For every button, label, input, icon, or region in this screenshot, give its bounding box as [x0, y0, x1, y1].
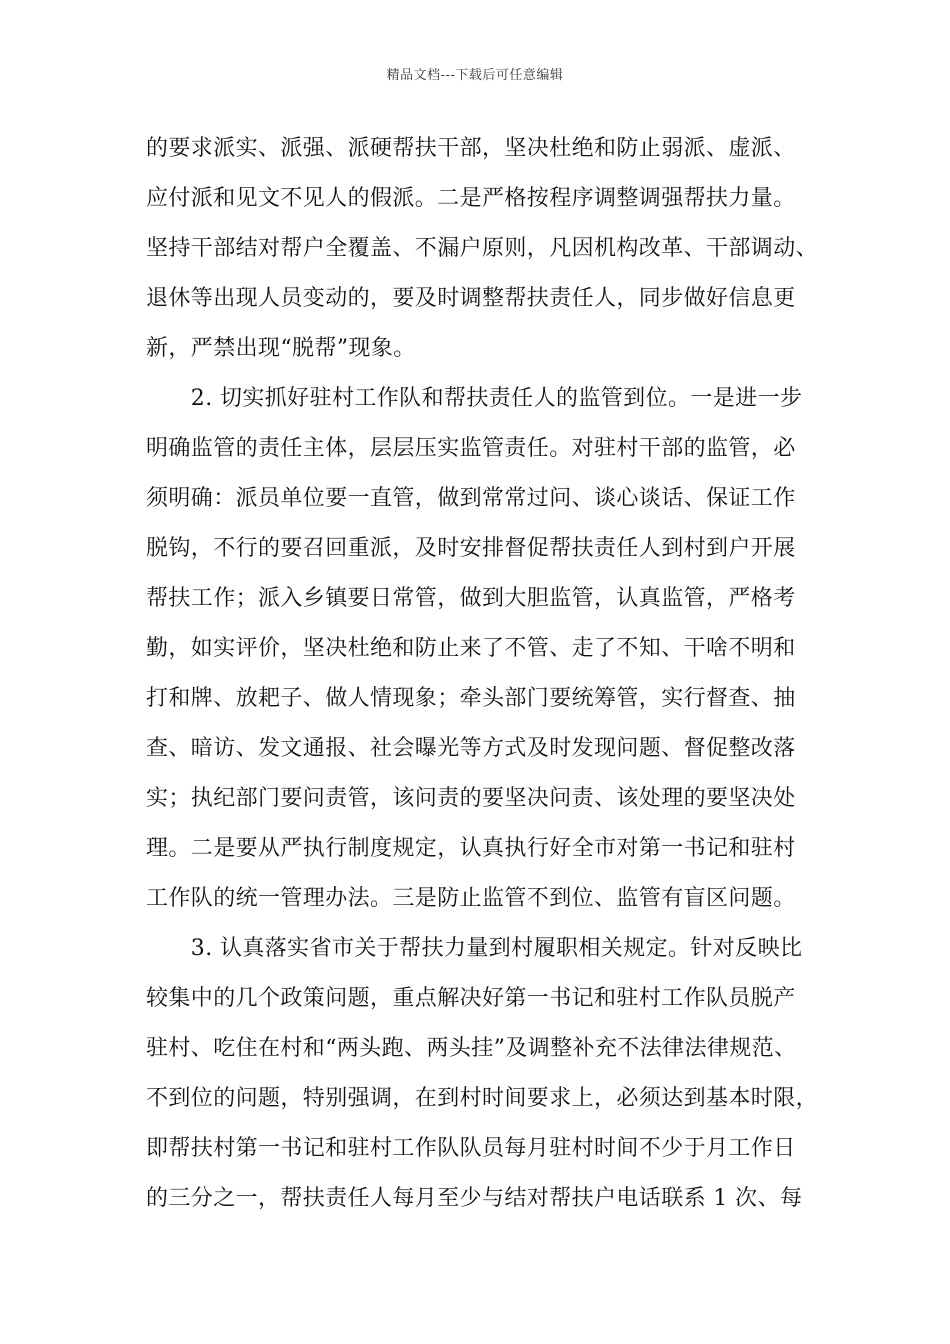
- body-line: 2. 切实抓好驻村工作队和帮扶责任人的监管到位。一是进一步: [146, 386, 803, 411]
- body-line: 不到位的问题，特别强调，在到村时间要求上，必须达到基本时限，: [146, 1086, 819, 1111]
- body-line: 的要求派实、派强、派硬帮扶干部，坚决杜绝和防止弱派、虚派、: [146, 136, 796, 161]
- body-line: 勤，如实评价，坚决杜绝和防止来了不管、走了不知、干啥不明和: [146, 636, 796, 661]
- body-line: 理。二是要从严执行制度规定，认真执行好全市对第一书记和驻村: [146, 836, 796, 861]
- body-line: 查、暗访、发文通报、社会曝光等方式及时发现问题、督促整改落: [146, 736, 796, 761]
- body-line: 退休等出现人员变动的，要及时调整帮扶责任人，同步做好信息更: [146, 286, 796, 311]
- body-line: 3. 认真落实省市关于帮扶力量到村履职相关规定。针对反映比: [146, 936, 803, 961]
- body-line: 应付派和见文不见人的假派。二是严格按程序调整调强帮扶力量。: [146, 186, 796, 211]
- body-line: 须明确：派员单位要一直管，做到常常过问、谈心谈话、保证工作: [146, 486, 796, 511]
- body-line: 驻村、吃住在村和“两头跑、两头挂”及调整补充不法律法律规范、: [146, 1036, 797, 1061]
- body-line: 即帮扶村第一书记和驻村工作队队员每月驻村时间不少于月工作日: [146, 1136, 796, 1161]
- page-header: 精品文档---下载后可任意编辑: [386, 68, 564, 83]
- body-line: 工作队的统一管理办法。三是防止监管不到位、监管有盲区问题。: [146, 886, 796, 911]
- body-line: 较集中的几个政策问题，重点解决好第一书记和驻村工作队员脱产: [146, 986, 796, 1011]
- body-line: 实；执纪部门要问责管，该问责的要坚决问责、该处理的要坚决处: [146, 786, 796, 811]
- body-line: 打和牌、放耙子、做人情现象；牵头部门要统筹管，实行督查、抽: [146, 686, 796, 711]
- body-line: 脱钩，不行的要召回重派，及时安排督促帮扶责任人到村到户开展: [146, 536, 796, 561]
- body-line: 帮扶工作；派入乡镇要日常管，做到大胆监管，认真监管，严格考: [146, 586, 796, 611]
- body-line: 新，严禁出现“脱帮”现象。: [146, 336, 416, 361]
- body-line: 坚持干部结对帮户全覆盖、不漏户原则，凡因机构改革、干部调动、: [146, 236, 819, 261]
- body-line: 的三分之一，帮扶责任人每月至少与结对帮扶户电话联系 1 次、每: [146, 1186, 803, 1211]
- body-line: 明确监管的责任主体，层层压实监管责任。对驻村干部的监管，必: [146, 436, 796, 461]
